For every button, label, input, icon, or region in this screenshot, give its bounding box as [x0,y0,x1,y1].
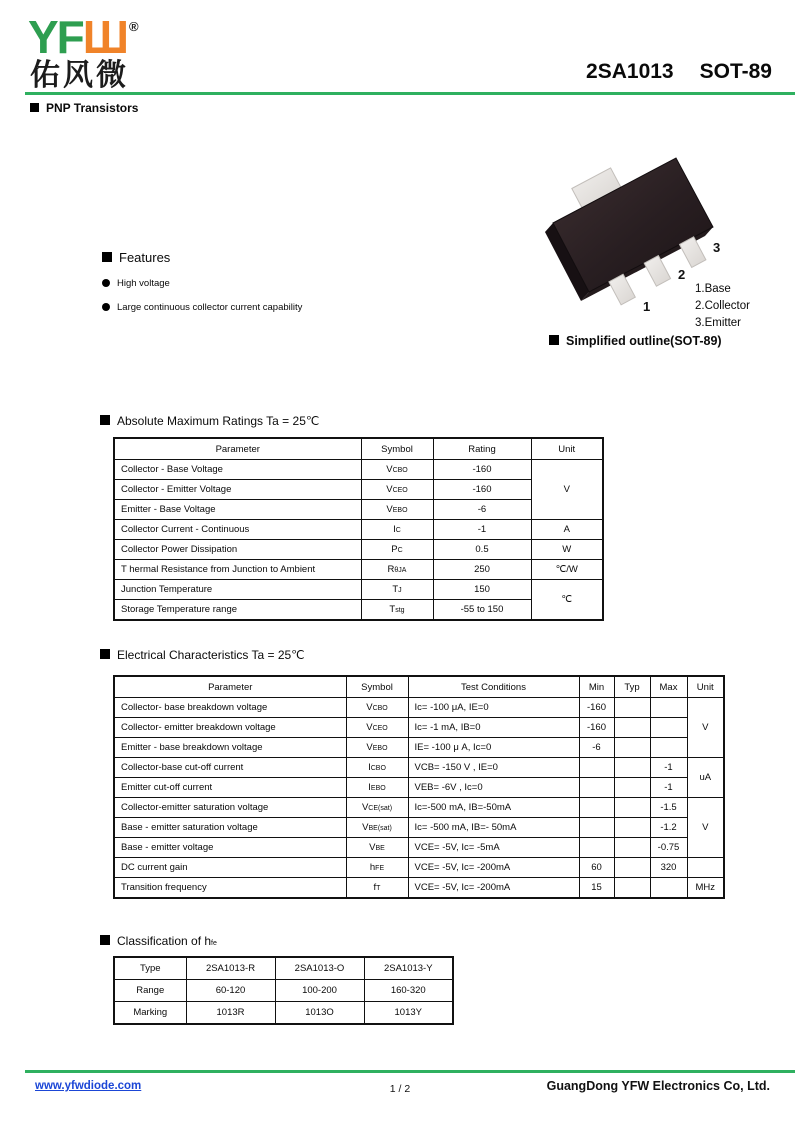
cell-rating: -160 [433,460,531,480]
table-row [114,560,603,580]
cell-param: Base - emitter saturation voltage [114,818,346,838]
cell-min: -6 [579,738,614,758]
cell-typ [614,718,650,738]
classification-heading [100,934,217,948]
pin-legend-collector: 2.Collector [695,300,750,312]
cell-max [650,698,687,718]
cell-max: -1 [650,778,687,798]
outline-caption [549,334,722,348]
cell-cond: Ic= -1 mA, IB=0 [408,718,579,738]
cell-marking: 1013R [186,1002,275,1025]
table-row [114,957,453,980]
square-bullet-icon [100,649,110,659]
cell-symbol: RθJA [361,560,433,580]
cell-min [579,798,614,818]
circle-bullet-icon [102,279,110,287]
cell-param: Collector- base breakdown voltage [114,698,346,718]
col-header: Rating [433,438,531,460]
cell-marking: 1013O [275,1002,364,1025]
features-title: Features [119,250,171,265]
cell-param: Emitter cut-off current [114,778,346,798]
cell-typ [614,698,650,718]
company-name: GuangDong YFW Electronics Co, Ltd. [546,1079,770,1093]
table-row [114,858,724,878]
cell-param: Collector - Emitter Voltage [114,480,361,500]
table-row [114,520,603,540]
brand-name-chinese: 佑风微 [30,59,129,92]
cell-max [650,738,687,758]
footer-divider [25,1070,795,1073]
table-row [114,778,724,798]
cell-rating: 250 [433,560,531,580]
cell-type: 2SA1013-O [275,957,364,980]
cell-min: 15 [579,878,614,899]
cell-range-label: Range [114,980,186,1002]
features-heading [102,250,302,265]
cell-typ [614,758,650,778]
col-header: Parameter [114,676,346,698]
cell-symbol: IC [361,520,433,540]
cell-unit: uA [687,758,724,798]
cell-type: 2SA1013-Y [364,957,453,980]
col-header: Unit [531,438,603,460]
cell-range: 100-200 [275,980,364,1002]
cell-cond: Ic= -100 μA, IE=0 [408,698,579,718]
cell-param: Collector- emitter breakdown voltage [114,718,346,738]
cell-min [579,838,614,858]
cell-symbol: VCBO [346,698,408,718]
cell-type: 2SA1013-R [186,957,275,980]
col-header: Max [650,676,687,698]
cell-symbol: VBE [346,838,408,858]
cell-unit: ℃ [531,580,603,621]
col-header: Symbol [361,438,433,460]
cell-param: Collector-emitter saturation voltage [114,798,346,818]
cell-cond: VCE= -5V, Ic= -200mA [408,878,579,899]
cell-typ [614,778,650,798]
table-row [114,480,603,500]
cell-max: -1.5 [650,798,687,818]
cell-min [579,758,614,778]
abs-max-heading [100,414,319,428]
page-number: 1 / 2 [389,1083,411,1095]
pin-2-label: 2 [678,267,686,282]
pin-legend-base: 1.Base [695,283,731,295]
cell-max: 320 [650,858,687,878]
cell-typ [614,878,650,899]
square-bullet-icon [102,252,112,262]
cell-cond: VCB= -150 V , IE=0 [408,758,579,778]
cell-symbol: VEBO [346,738,408,758]
table-header-row [114,676,724,698]
cell-param: DC current gain [114,858,346,878]
cell-cond: VCE= -5V, Ic= -5mA [408,838,579,858]
cell-max: -1.2 [650,818,687,838]
col-header: Typ [614,676,650,698]
cell-symbol: PC [361,540,433,560]
cell-max [650,718,687,738]
cell-cond: VEB= -6V , Ic=0 [408,778,579,798]
table-row [114,878,724,899]
header-divider [25,92,795,95]
elec-table [113,675,725,899]
cell-param: Storage Temperature range [114,600,361,621]
cell-rating: -1 [433,520,531,540]
cell-unit: W [531,540,603,560]
col-header: Symbol [346,676,408,698]
cell-unit: ℃/W [531,560,603,580]
feature-text: Large continuous collector current capability [117,302,303,313]
cell-symbol: IEBO [346,778,408,798]
cell-param: Emitter - base breakdown voltage [114,738,346,758]
cell-unit [687,858,724,878]
cell-min [579,778,614,798]
square-bullet-icon [100,415,110,425]
cell-symbol: VCEO [346,718,408,738]
cell-range: 160-320 [364,980,453,1002]
cell-max: -0.75 [650,838,687,858]
category-heading [30,101,138,115]
cell-symbol: Tstg [361,600,433,621]
table-row [114,798,724,818]
part-number: 2SA1013 [586,60,674,83]
square-bullet-icon [100,935,110,945]
table-row [114,600,603,621]
cell-symbol: fT [346,878,408,899]
cell-marking: 1013Y [364,1002,453,1025]
elec-title: Electrical Characteristics Ta = 25℃ [117,648,305,662]
cell-rating: -6 [433,500,531,520]
cell-rating: 150 [433,580,531,600]
cell-min: -160 [579,718,614,738]
table-row [114,758,724,778]
cell-unit: V [531,460,603,520]
classification-title-sub: fe [211,940,217,947]
feature-item [102,302,302,313]
cell-min [579,818,614,838]
cell-symbol: VEBO [361,500,433,520]
table-header-row [114,438,603,460]
table-row [114,718,724,738]
table-row [114,580,603,600]
cell-max [650,878,687,899]
category-label: PNP Transistors [46,101,139,115]
logo-w-glyph: Ш [82,11,128,63]
table-row [114,738,724,758]
feature-text: High voltage [117,278,170,289]
cell-param: Base - emitter voltage [114,838,346,858]
cell-min: 60 [579,858,614,878]
features-section [102,250,302,313]
feature-item [102,278,302,289]
website-link[interactable]: www.yfwdiode.com [35,1080,142,1092]
table-row [114,500,603,520]
cell-param: Collector Current - Continuous [114,520,361,540]
registered-mark-icon: ® [129,19,139,34]
cell-min: -160 [579,698,614,718]
cell-unit: V [687,698,724,758]
pin-legend-emitter: 3.Emitter [695,317,742,329]
col-header: Min [579,676,614,698]
cell-param: Transition frequency [114,878,346,899]
abs-max-title: Absolute Maximum Ratings Ta = 25℃ [117,414,320,428]
cell-typ [614,838,650,858]
cell-typ [614,858,650,878]
circle-bullet-icon [102,303,110,311]
cell-param: Collector - Base Voltage [114,460,361,480]
cell-typ [614,818,650,838]
classification-title: Classification of h [117,934,212,948]
cell-unit: MHz [687,878,724,899]
cell-marking-label: Marking [114,1002,186,1025]
cell-unit: A [531,520,603,540]
cell-type-label: Type [114,957,186,980]
cell-symbol: hFE [346,858,408,878]
cell-param: Emitter - Base Voltage [114,500,361,520]
cell-symbol: TJ [361,580,433,600]
page-title [586,60,772,84]
cell-cond: VCE= -5V, Ic= -200mA [408,858,579,878]
table-row [114,980,453,1002]
cell-rating: -55 to 150 [433,600,531,621]
cell-param: T hermal Resistance from Junction to Ambient [114,560,361,580]
table-row [114,818,724,838]
classification-table [113,956,454,1025]
logo-yf-text: YF [28,11,83,63]
table-row [114,1002,453,1025]
cell-symbol: VBE(sat) [346,818,408,838]
square-bullet-icon [30,103,39,112]
elec-heading [100,648,305,662]
cell-cond: Ic= -500 mA, IB=- 50mA [408,818,579,838]
pin-legend [695,281,750,332]
table-row [114,540,603,560]
abs-max-table [113,437,604,621]
table-row [114,698,724,718]
cell-symbol: ICBO [346,758,408,778]
col-header: Unit [687,676,724,698]
cell-unit: V [687,798,724,858]
col-header: Parameter [114,438,361,460]
cell-typ [614,738,650,758]
cell-symbol: VCEO [361,480,433,500]
square-bullet-icon [549,335,559,345]
cell-symbol: VCBO [361,460,433,480]
cell-range: 60-120 [186,980,275,1002]
outline-caption-text: Simplified outline(SOT-89) [566,334,722,348]
table-row [114,838,724,858]
table-row [114,460,603,480]
pin-1-label: 1 [643,299,651,314]
cell-typ [614,798,650,818]
cell-symbol: VCE(sat) [346,798,408,818]
cell-cond: Ic=-500 mA, IB=-50mA [408,798,579,818]
cell-param: Collector-base cut-off current [114,758,346,778]
package-name: SOT-89 [699,60,772,83]
cell-param: Collector Power Dissipation [114,540,361,560]
cell-rating: -160 [433,480,531,500]
cell-cond: IE= -100 μ A, Ic=0 [408,738,579,758]
cell-max: -1 [650,758,687,778]
cell-param: Junction Temperature [114,580,361,600]
pin-3-label: 3 [713,240,721,255]
cell-rating: 0.5 [433,540,531,560]
col-header: Test Conditions [408,676,579,698]
